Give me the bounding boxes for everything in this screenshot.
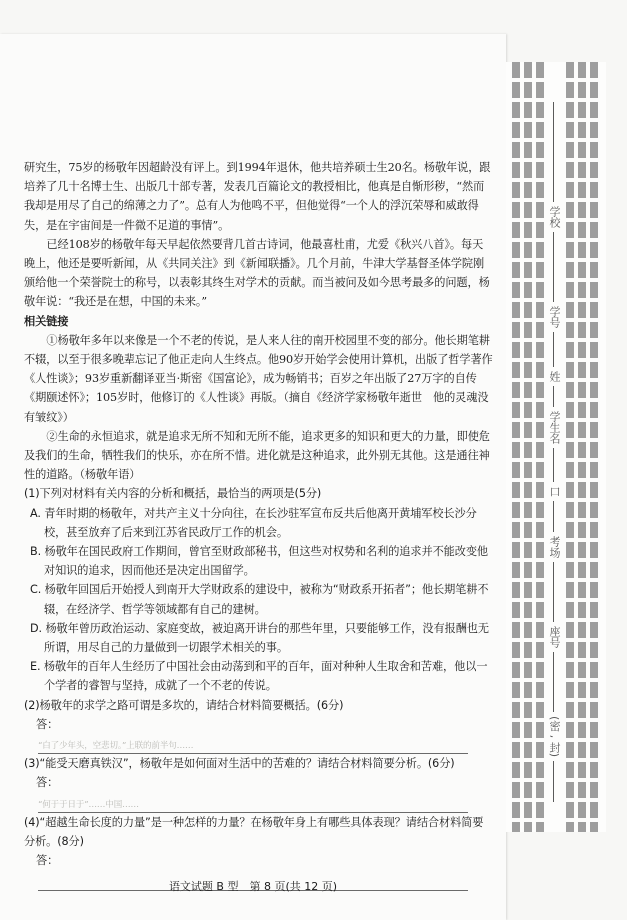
question-4-answer-label: 答： [36,854,59,868]
binding-stripes [512,62,520,832]
binding-label-sealed: (密 , 封) [546,712,562,761]
bleed-through-text: “白了少年头，空悲切。”上联的前半句…… [38,741,194,752]
binding-stripes [590,62,598,832]
binding-stripes [524,62,532,832]
page-content [24,158,494,891]
binding-label-student-id: 学号 [546,302,562,332]
passage-paragraph-2: 已经108岁的杨敬年每天早起依然要背几首古诗词，他最喜杜甫，尤爱《秋兴八首》。每天晚上，他还是要听新闻，从《共同关注》到《新闻联播》。几个月前，牛津大学基督圣体学院刚颁给他一个荣誉院士的称号，以表彰其终生对学术的贡献。而当被问及如今思考最多的问题，杨敬年说：“我还是在想，中国的未来。” [24,237,490,309]
page-footer: 语文试题 B 型 第 8 页(共 12 页) [168,880,338,893]
option-e: E. 杨敬年的百年人生经历了中国社会由动荡到和平的百年，面对种种人生取舍和苦难，他以一个学者的睿智与坚持，成就了一个不老的传说。 [30,660,488,693]
option-d: D. 杨敬年曾历政治运动、家庭变故，被迫离开讲台的那些年里，只要能够工作，没有报酬也无所谓，用尽自己的力量做到一切跟学术相关的事。 [30,621,489,655]
binding-label-seal-2: 口 [546,482,562,501]
binding-strip [506,62,606,832]
option-c: C. 杨敬年回国后开始授人到南开大学财政系的建设中，被称为“财政系开拓者”；他长期笔耕不辍，在经济学、哲学等领域都有自己的建树。 [30,583,489,616]
binding-label-exam-room: 考场 [546,532,562,562]
binding-label-name: 学生名 [546,407,562,448]
answer-line[interactable] [38,734,468,754]
binding-stripes [536,62,544,832]
binding-label-seat: 座号 [546,622,562,652]
question-1-options [24,504,494,696]
question-3-answer-label: 答： [36,776,59,790]
related-link-1: ①杨敬年多年以来像是一个不老的传说，是人来人往的南开校园里不变的部分。他长期笔耕不辍，以至于很多晚辈忘记了他正走向人生终点。他90岁开始学会使用计算机，出版了哲学著作《人性谈》；93岁重新翻译亚当·斯密《国富论》，成为畅销书；百岁之年出版了27万字的自传《期颐述怀》；105岁时，他修订的《人性谈》再版。（摘自《经济学家杨敬年逝世 他的灵魂没有皱纹》） [24,333,493,424]
question-2: (2)杨敬年的求学之路可谓是多坎的，请结合材料简要概括。(6分) [24,698,344,712]
answer-line[interactable] [38,793,468,813]
binding-label-seal-1: 姓 [546,367,562,386]
question-4: (4)“超越生命长度的力量”是一种怎样的力量？在杨敬年身上有哪些具体表现？请结合材料简要分析。(8分) [24,815,484,849]
question-1: (1)下列对材料有关内容的分析和概括，最恰当的两项是(5分) [24,487,322,501]
option-a: A. 青年时期的杨敬年，对共产主义十分向往，在长沙驻军宣布反共后他离开黄埔军校长沙分校，甚至放弃了后来到江苏省民政厅工作的机会。 [30,506,477,539]
related-links-heading: 相关链接 [24,314,69,328]
binding-label-school: 学校 [546,202,562,232]
exam-page [0,34,506,920]
option-b: B. 杨敬年在国民政府工作期间，曾官至财政部秘书，但这些对权势和名利的追求并不能改变他对知识的追求，因而他还是决定出国留学。 [30,545,489,578]
binding-stripes [566,62,574,832]
passage-paragraph-1: 研究生，75岁的杨敬年因超龄没有评上。到1994年退休，他共培养硕士生20名。杨敬年说，跟培养了几十名博士生、出版几十部专著，发表几百篇论文的教授相比，他真是自惭形秽，“然而我却是用尽了自己的绵薄之力了”。总有人为他鸣不平，但他觉得“一个人的浮沉荣辱和威敢得失，是在宇宙间是一件微不足道的事情”。 [24,161,491,232]
related-link-2: ②生命的永恒追求，就是追求无所不知和无所不能，追求更多的知识和更大的力量，即使危及我们的生命，牺牲我们的快乐，亦在所不惜。进化就是这种追求，此外别无其他。这是通往神性的道路。（杨敬年语） [24,429,490,482]
binding-stripes [578,62,586,832]
question-2-answer-label: 答： [36,717,59,731]
bleed-through-text: “何于于日于”……中国…… [38,799,139,810]
question-3: (3)“能受天磨真铁汉”，杨敬年是如何面对生活中的苦难的？请结合材料简要分析。(6分) [24,757,455,771]
